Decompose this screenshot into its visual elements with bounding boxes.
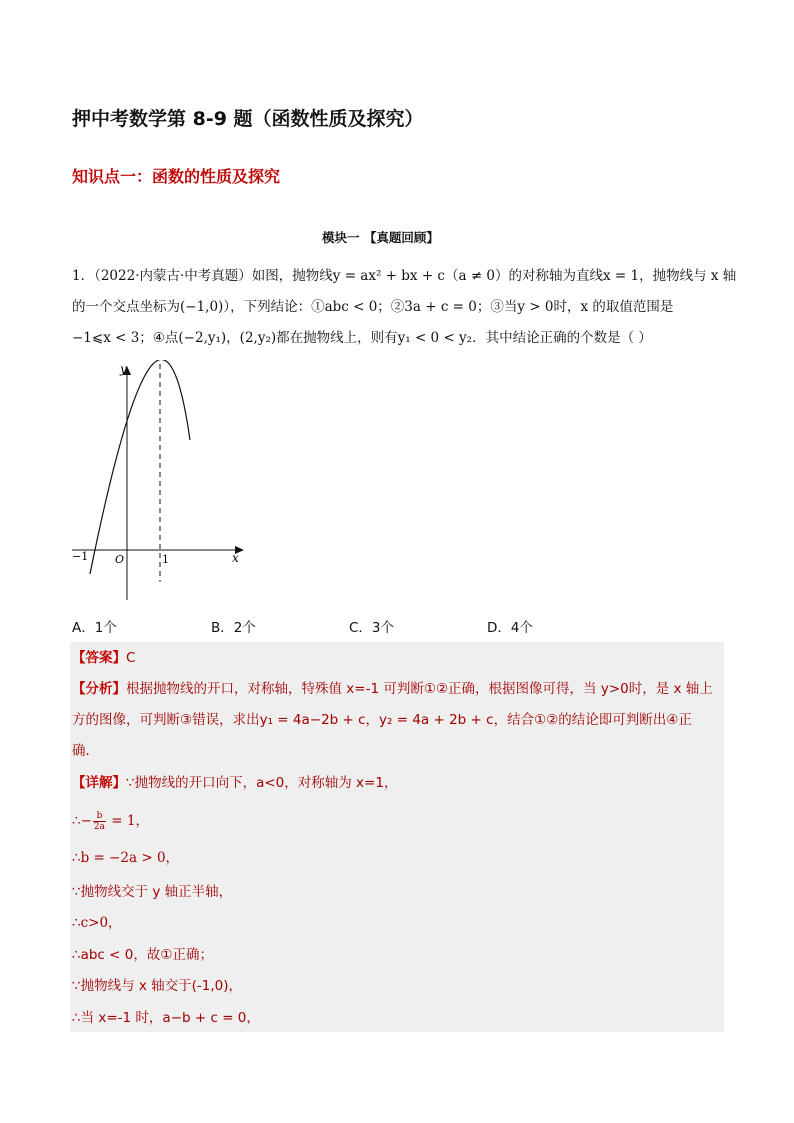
analysis-line-2: 方的图像，可判断③错误，求出y₁ = 4a−2b + c，y₂ = 4a + 2b + c，结合①②的结论即可判断出④正 bbox=[72, 712, 692, 728]
origin-label: O bbox=[115, 553, 125, 566]
answer-value: C bbox=[126, 650, 136, 666]
detail-line-4: ∵抛物线交于 y 轴正半轴， bbox=[72, 884, 233, 900]
parabola-graph bbox=[68, 360, 258, 608]
analysis-text-1: 根据抛物线的开口，对称轴，特殊值 x=-1 可判断①②正确，根据图像可得，当 y>0时，是 x 轴上 bbox=[126, 681, 713, 697]
detail-line-6: ∴abc < 0，故①正确； bbox=[72, 947, 213, 963]
x-axis-label: x bbox=[232, 551, 239, 565]
answer-panel bbox=[70, 642, 724, 1032]
detail-line-7: ∵抛物线与 x 轴交于(-1,0)， bbox=[72, 978, 243, 994]
analysis-line-3: 确． bbox=[72, 743, 99, 759]
fraction-numerator: b bbox=[93, 811, 106, 822]
analysis-line-1 bbox=[72, 679, 713, 699]
analysis-tag: 【分析】 bbox=[72, 681, 126, 697]
neg-one-label: −1 bbox=[72, 550, 89, 563]
detail-line-8: ∴当 x=-1 时，a−b + c = 0， bbox=[72, 1010, 260, 1026]
section-heading: 知识点一：函数的性质及探究 bbox=[72, 167, 281, 186]
fraction-denominator: 2a bbox=[93, 822, 105, 832]
choice-d[interactable]: D．4个 bbox=[487, 620, 533, 636]
detail-line-5: ∴c>0， bbox=[72, 915, 122, 931]
one-label: 1 bbox=[162, 553, 169, 566]
answer-tag: 【答案】 bbox=[72, 650, 126, 666]
page-title: 押中考数学第 8-9 题（函数性质及探究） bbox=[72, 108, 424, 130]
answer-line bbox=[72, 648, 135, 668]
choice-a[interactable]: A．1个 bbox=[72, 620, 117, 636]
module-title: 模块一 【真题回顾】 bbox=[322, 230, 439, 245]
fraction bbox=[93, 811, 106, 832]
detail-text-1: ∵抛物线的开口向下，a<0，对称轴为 x=1， bbox=[126, 775, 398, 791]
detail-tag: 【详解】 bbox=[72, 775, 126, 791]
detail-2-suffix: = 1， bbox=[107, 813, 149, 829]
y-axis-label: y bbox=[120, 362, 127, 376]
question-line-1: 1．（2022·内蒙古·中考真题）如图，抛物线y = ax² + bx + c（a ≠ 0）的对称轴为直线x = 1，抛物线与 x 轴 bbox=[72, 268, 737, 284]
choice-c[interactable]: C．3个 bbox=[349, 620, 395, 636]
choice-b[interactable]: B．2个 bbox=[211, 620, 256, 636]
detail-line-1 bbox=[72, 773, 397, 793]
detail-line-2 bbox=[72, 811, 149, 832]
parabola-curve bbox=[90, 360, 190, 574]
detail-2-prefix: ∴− bbox=[72, 813, 92, 829]
question-line-3: −1⩽x < 3；④点(−2,y₁)，(2,y₂)都在抛物线上，则有y₁ < 0 < y₂．其中结论正确的个数是（ ） bbox=[72, 330, 652, 346]
detail-line-3: ∴b = −2a > 0， bbox=[72, 850, 180, 866]
question-line-2: 的一个交点坐标为(−1,0)），下列结论：①abc < 0；②3a + c = 0；③当y > 0时，x 的取值范围是 bbox=[72, 299, 674, 315]
